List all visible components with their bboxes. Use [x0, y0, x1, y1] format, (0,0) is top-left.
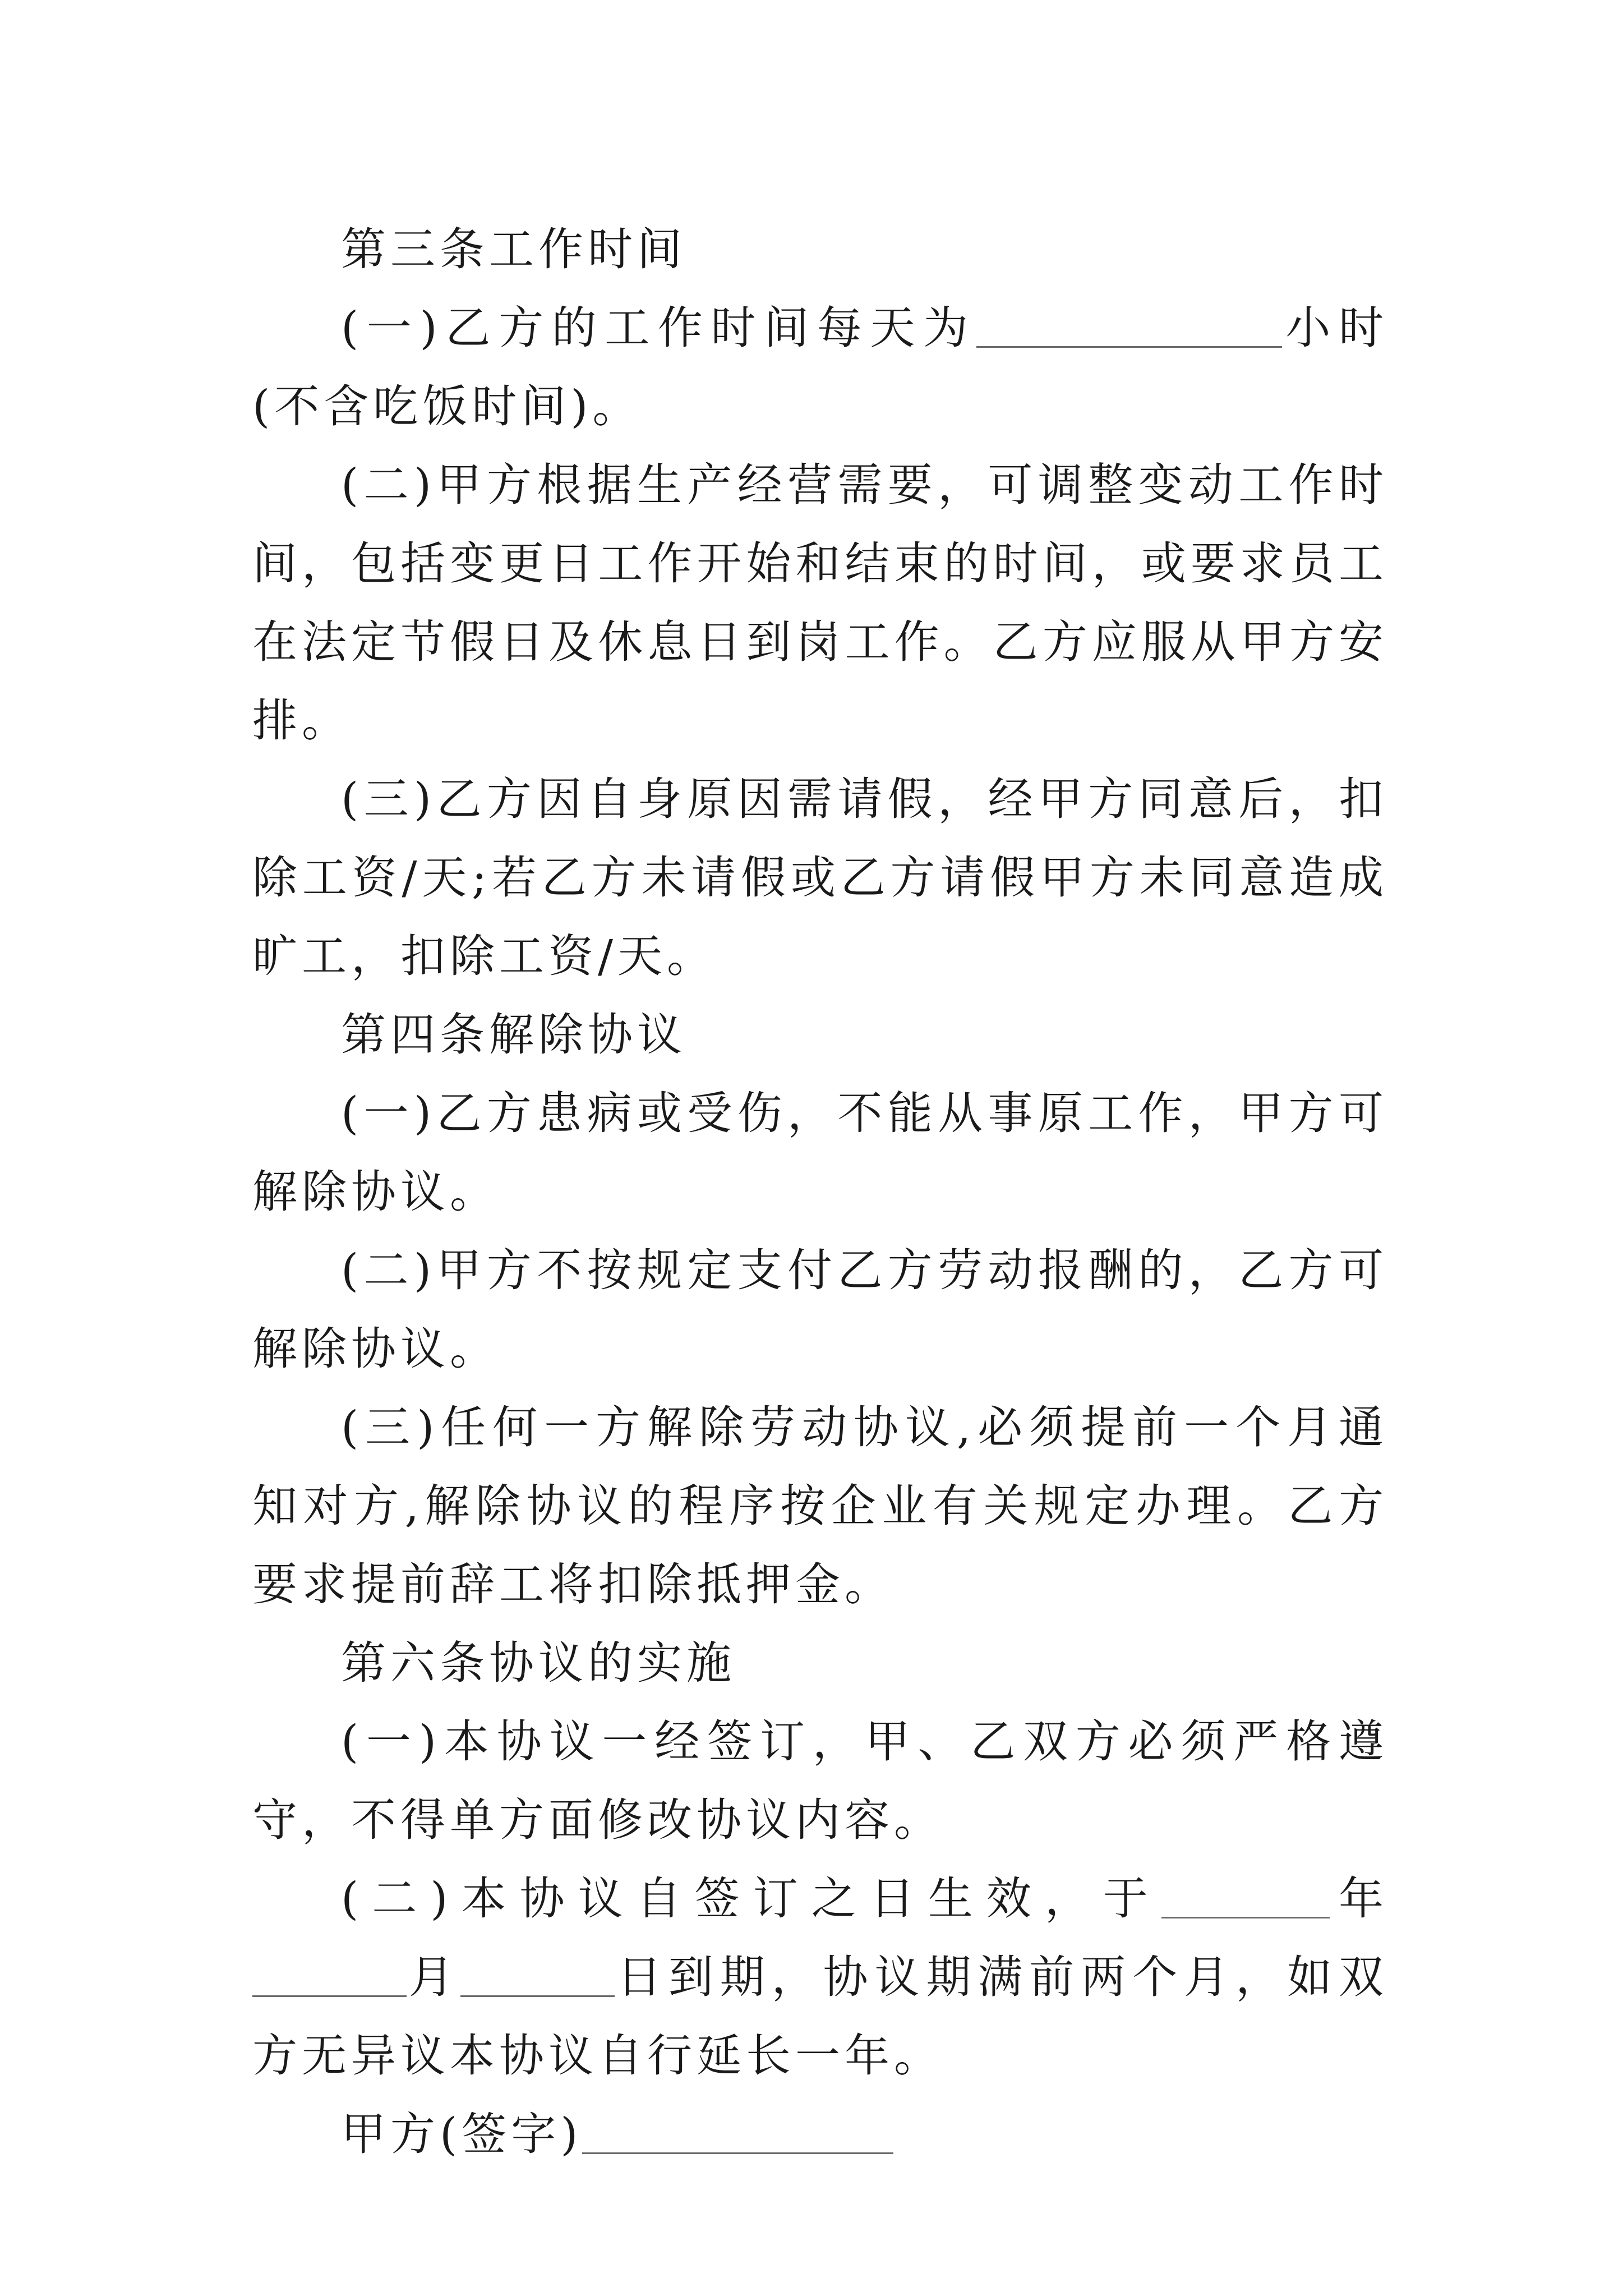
article3-item1-text-after: 小时(不含吃饭时间)。: [252, 302, 1389, 432]
article4-item2: (二)甲方不按规定支付乙方劳动报酬的，乙方可解除协议。: [252, 1244, 1388, 1375]
party-a-signature-label: 甲方(签字): [341, 2108, 583, 2160]
article4-heading: 第四条解除协议: [341, 1009, 686, 1061]
contract-page: [252, 210, 1388, 2174]
article3-item1: [252, 289, 1388, 446]
article4-item3: (三)任何一方解除劳动协议,必须提前一个月通知对方,解除协议的程序按企业有关规定办理。乙方要求提前辞工将扣除抵押金。: [252, 1401, 1388, 1611]
article3-item1-text-before: (一)乙方的工作时间每天为: [341, 302, 976, 354]
expiry-day-blank: [460, 1950, 615, 1997]
expiry-year-blank: [1161, 1872, 1330, 1918]
month-label: 月: [407, 1951, 460, 2003]
article3-item3: (三)乙方因自身原因需请假，经甲方同意后，扣除工资/天;若乙方未请假或乙方请假甲方未同意造成旷工，扣除工资/天。: [252, 773, 1388, 982]
article6-item2-rest: 日到期，协议期满前两个月，如双方无异议本协议自行延长一年。: [252, 1951, 1389, 2082]
party-a-signature-blank: [582, 2108, 893, 2154]
year-label: 年: [1329, 1872, 1389, 1925]
article6-item2-text: (二)本协议自签订之日生效，于: [341, 1872, 1161, 1925]
article4-item1: (一)乙方患病或受伤，不能从事原工作，甲方可解除协议。: [252, 1087, 1388, 1218]
article6-heading: 第六条协议的实施: [341, 1637, 736, 1689]
article3-heading: 第三条工作时间: [341, 223, 686, 275]
expiry-month-blank: [252, 1950, 407, 1997]
party-a-signature-line: [252, 2095, 1388, 2174]
article3-item2: (二)甲方根据生产经营需要，可调整变动工作时间，包括变更日工作开始和结束的时间，或要求员工在法定节假日及休息日到岗工作。乙方应服从甲方安排。: [252, 459, 1388, 747]
article6-item1: (一)本协议一经签订，甲、乙双方必须严格遵守，不得单方面修改协议内容。: [252, 1715, 1388, 1846]
article6-item2: [252, 1860, 1388, 2095]
work-hours-blank: [976, 301, 1282, 348]
